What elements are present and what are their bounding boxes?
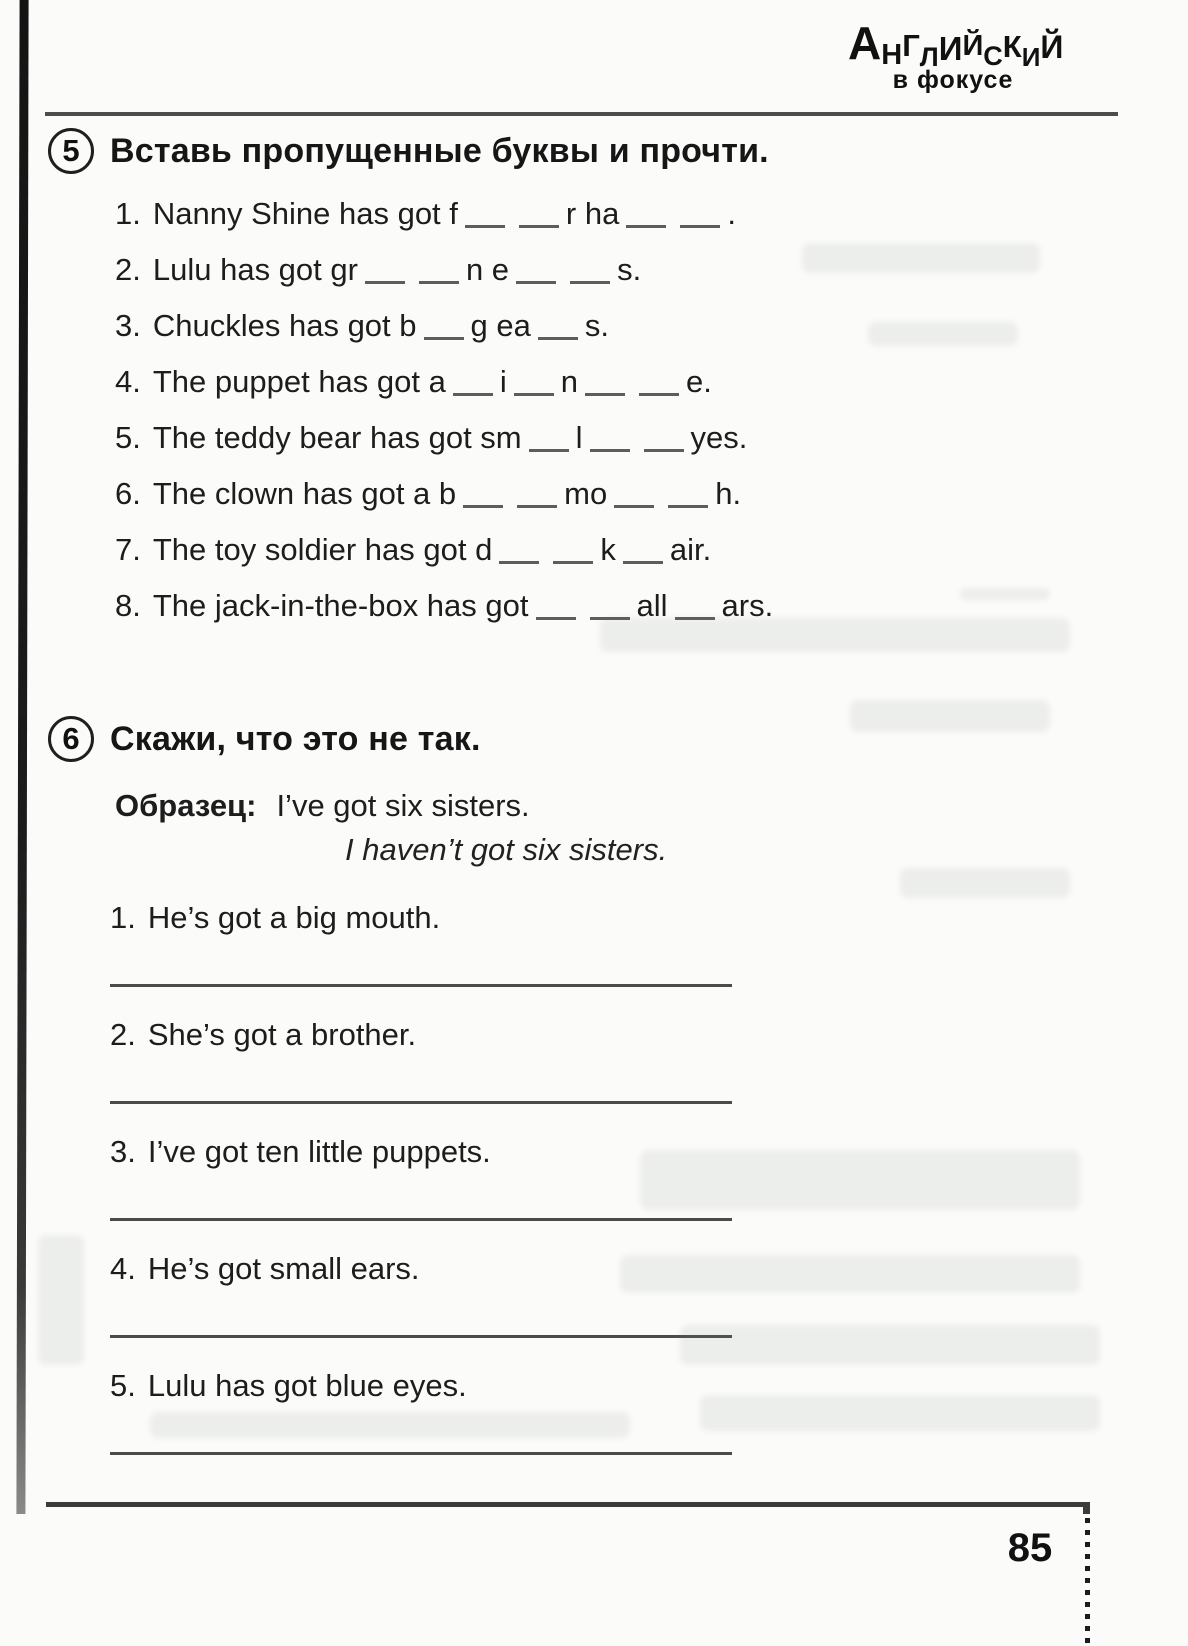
sentence-fragment: yes. [690, 420, 748, 455]
item-number: 4. [115, 364, 141, 399]
logo-letter: Л [919, 42, 939, 72]
statement-text: He’s got a big mouth. [147, 900, 441, 935]
missing-letter-blank [585, 383, 625, 396]
sentence-fragment: s. [584, 308, 609, 343]
exercise-6-title: Скажи, что это не так. [110, 719, 481, 758]
missing-letter-blank [516, 271, 556, 284]
logo-letter: И [1021, 42, 1041, 72]
sentence-fragment: Nanny Shine has got f [152, 196, 458, 231]
bleed-through-artifact [850, 700, 1050, 732]
answer-write-line [110, 1452, 732, 1455]
statement-text: He’s got small ears. [147, 1251, 420, 1286]
exercise-5-header [48, 128, 1140, 174]
sentence-fragment: s. [617, 252, 642, 287]
sentence-fragment: ars. [721, 588, 774, 623]
bleed-through-artifact [680, 1325, 1100, 1365]
exercise-5-number-badge: 5 [48, 128, 94, 174]
logo-title [848, 17, 1064, 72]
logo-letter: Н [881, 39, 903, 71]
spotlight-logo [848, 17, 1064, 94]
item-number: 7. [115, 532, 141, 567]
sentence-fragment: air. [669, 532, 712, 567]
exercise-6-example [115, 784, 1140, 872]
sentence-fragment: h. [715, 476, 742, 511]
answer-write-line [110, 984, 732, 987]
missing-letter-blank [419, 271, 459, 284]
bleed-through-artifact [38, 1235, 84, 1365]
bleed-through-artifact [802, 243, 1040, 273]
fill-item [115, 466, 1140, 522]
item-number: 6. [115, 476, 141, 511]
exercise-5 [48, 128, 1140, 634]
missing-letter-blank [553, 551, 593, 564]
logo-letter: И [938, 30, 963, 67]
sentence-fragment: e. [686, 364, 712, 399]
missing-letter-blank [424, 327, 464, 340]
footer-divider [46, 1502, 1090, 1507]
logo-letter: К [1002, 29, 1022, 64]
bleed-through-artifact [868, 322, 1018, 346]
logo-letter: Й [962, 30, 984, 62]
sentence-fragment: Chuckles has got b [152, 308, 417, 343]
missing-letter-blank [614, 495, 654, 508]
bleed-through-artifact [640, 1150, 1080, 1210]
fill-item [115, 410, 1140, 466]
sentence-fragment: The puppet has got a [152, 364, 446, 399]
item-number: 3. [110, 1134, 136, 1169]
missing-letter-blank [453, 383, 493, 396]
statement-text: She’s got a brother. [147, 1017, 417, 1052]
logo-letter: А [848, 17, 882, 69]
missing-letter-blank [514, 383, 554, 396]
logo-letter: Й [1040, 29, 1064, 65]
bleed-through-artifact [900, 868, 1070, 898]
item-number: 1. [115, 196, 141, 231]
sentence-fragment: The teddy bear has got sm [152, 420, 522, 455]
missing-letter-blank [536, 607, 576, 620]
sentence-fragment: . [727, 196, 736, 231]
missing-letter-blank [680, 215, 720, 228]
bleed-through-artifact [620, 1255, 1080, 1293]
sentence-fragment: mo [564, 476, 608, 511]
example-given-sentence: I’ve got six sisters. [276, 788, 530, 823]
statement-text: Lulu has got blue eyes. [147, 1368, 467, 1403]
missing-letter-blank [644, 439, 684, 452]
logo-letter: Г [902, 28, 920, 63]
book-spine-shadow [16, 0, 28, 1514]
sentence-fragment: g ea [470, 308, 531, 343]
item-number: 8. [115, 588, 141, 623]
missing-letter-blank [623, 551, 663, 564]
missing-letter-blank [639, 383, 679, 396]
missing-letter-blank [529, 439, 569, 452]
logo-letter: С [983, 41, 1003, 71]
sentence-fragment: The clown has got a b [152, 476, 457, 511]
fill-item [115, 354, 1140, 410]
missing-letter-blank [626, 215, 666, 228]
missing-letter-blank [463, 495, 503, 508]
example-label: Образец: [115, 788, 257, 823]
item-number: 5. [110, 1368, 136, 1403]
bleed-through-artifact [600, 618, 1070, 652]
footer-divider-corner [1083, 1502, 1090, 1514]
sentence-fragment: The jack-in-the-box has got [152, 588, 529, 623]
sentence-fragment: k [600, 532, 616, 567]
missing-letter-blank [668, 495, 708, 508]
item-number: 3. [115, 308, 141, 343]
missing-letter-blank [590, 439, 630, 452]
missing-letter-blank [517, 495, 557, 508]
sentence-fragment: l [575, 420, 583, 455]
sentence-fragment: Lulu has got gr [152, 252, 358, 287]
sentence-fragment: The toy soldier has got d [152, 532, 493, 567]
dotted-page-edge [1085, 1518, 1090, 1646]
item-number: 2. [110, 1017, 136, 1052]
logo-subtitle: в фокусе [892, 66, 1014, 94]
exercise-6-number-badge: 6 [48, 716, 94, 762]
header-divider [45, 112, 1118, 116]
answer-write-line [110, 1335, 732, 1338]
missing-letter-blank [499, 551, 539, 564]
item-number: 4. [110, 1251, 136, 1286]
missing-letter-blank [465, 215, 505, 228]
item-number: 5. [115, 420, 141, 455]
missing-letter-blank [365, 271, 405, 284]
sentence-fragment: n [560, 364, 579, 399]
page-number: 85 [1007, 1526, 1053, 1570]
exercise-6 [48, 716, 1140, 1481]
sentence-fragment: n e [465, 252, 510, 287]
sentence-fragment: i [499, 364, 507, 399]
statement-text: I’ve got ten little puppets. [147, 1134, 491, 1169]
item-number: 1. [110, 900, 136, 935]
example-answer-sentence: I haven’t got six sisters. [345, 832, 668, 867]
bleed-through-artifact [960, 588, 1050, 600]
missing-letter-blank [570, 271, 610, 284]
missing-letter-blank [538, 327, 578, 340]
sentence-fragment: r ha [565, 196, 620, 231]
statement [110, 896, 1140, 940]
bleed-through-artifact [700, 1395, 1100, 1431]
fill-item [115, 522, 1140, 578]
bleed-through-artifact [150, 1412, 630, 1438]
missing-letter-blank [519, 215, 559, 228]
answer-write-line [110, 1101, 732, 1104]
item-number: 2. [115, 252, 141, 287]
exercise-5-title: Вставь пропущенные буквы и прочти. [110, 131, 769, 170]
sentence-fragment: all [636, 588, 668, 623]
fill-item [115, 186, 1140, 242]
statement [110, 1013, 1140, 1057]
answer-write-line [110, 1218, 732, 1221]
